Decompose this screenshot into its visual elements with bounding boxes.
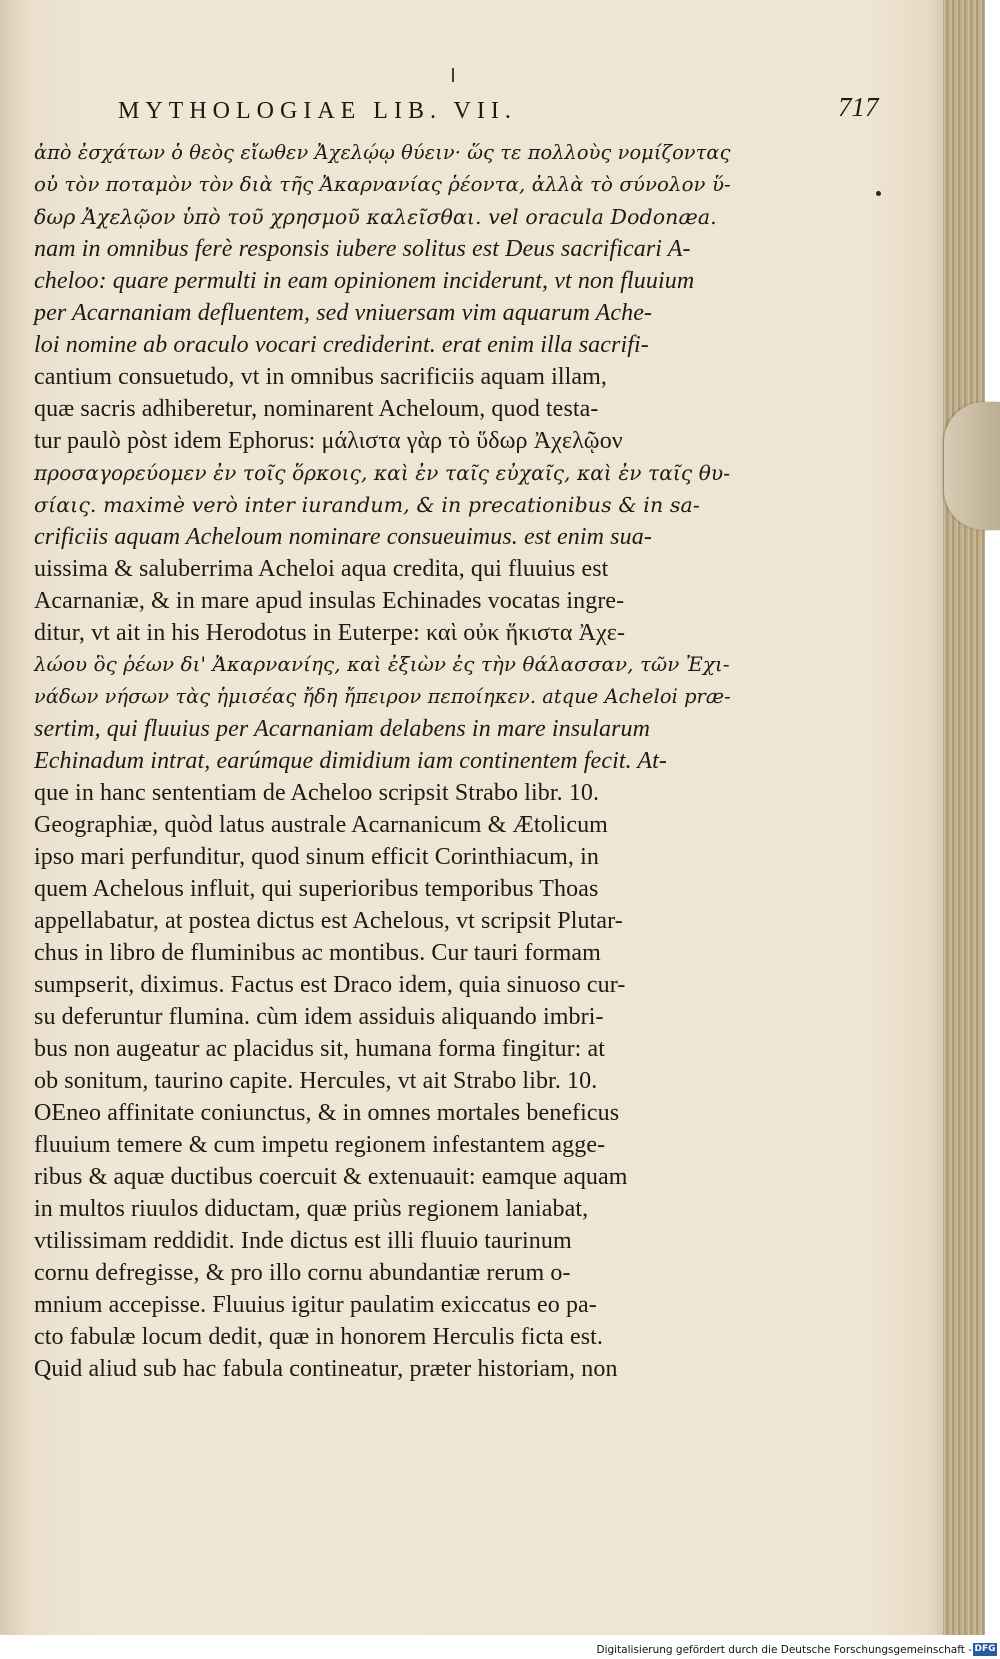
page-clip	[944, 402, 1000, 530]
text-line: per Acarnaniam defluentem, sed vniuersam vim aquarum Ache-	[34, 300, 653, 326]
text-line: crificiis aquam Acheloum nominare consueuimus. est enim sua-	[34, 524, 652, 550]
text-line: loi nomine ab oraculo vocari crediderint. erat enim illa sacrifi-	[34, 332, 649, 358]
text-line: bus non augeatur ac placidus sit, humana forma fingitur: at	[34, 1036, 606, 1062]
body-text	[34, 137, 734, 1385]
ink-dot	[876, 191, 881, 196]
text-line: uissima & saluberrima Acheloi aqua credita, qui fluuius est	[34, 556, 609, 582]
text-line: appellabatur, at postea dictus est Achelous, vt scripsit Plutar-	[34, 908, 623, 934]
text-line: su deferuntur flumina. cùm idem assiduis aliquando imbri-	[34, 1004, 604, 1030]
text-line: ribus & aquæ ductibus coercuit & extenuauit: eamque aquam	[34, 1164, 628, 1190]
page-fore-edge	[943, 0, 985, 1635]
text-line: cornu defregisse, & pro illo cornu abundantiæ rerum o-	[34, 1260, 571, 1286]
text-line: cheloo: quare permulti in eam opinionem inciderunt, vt non fluuium	[34, 268, 695, 294]
printer-mark	[452, 68, 454, 82]
text-line: sumpserit, diximus. Factus est Draco idem, quia sinuoso cur-	[34, 972, 626, 998]
text-line: Geographiæ, quòd latus australe Acarnanicum & Ætolicum	[34, 812, 608, 838]
digitization-credit: Digitalisierung gefördert durch die Deutsche Forschungsgemeinschaft -	[596, 1644, 972, 1656]
text-line: fluuium temere & cum impetu regionem infestantem agge-	[34, 1132, 606, 1158]
text-line: δωρ Ἀχελῷον ὑπὸ τοῦ χρησμοῦ καλεῖσθαι. vel oracula Dodonæa.	[34, 205, 717, 229]
text-line: in multos riuulos diductam, quæ priùs regionem laniabat,	[34, 1196, 589, 1222]
text-line: OEneo affinitate coniunctus, & in omnes mortales beneficus	[34, 1100, 620, 1126]
running-head: MYTHOLOGIAE LIB. VII.	[118, 98, 517, 124]
page-number: 717	[838, 92, 879, 122]
dfg-logo: DFG	[974, 1644, 996, 1654]
text-line: quem Achelous influit, qui superioribus temporibus Thoas	[34, 876, 599, 902]
text-line: λώου ὃς ῥέων δι' Ἀκαρνανίης, καὶ ἐξιὼν ἐς τὴν θάλασσαν, τῶν Ἐχι-	[34, 653, 730, 676]
text-line: ob sonitum, taurino capite. Hercules, vt ait Strabo libr. 10.	[34, 1068, 598, 1094]
text-line: nam in omnibus ferè responsis iubere solitus est Deus sacrificari A-	[34, 236, 691, 262]
text-line: sertim, qui fluuius per Acarnaniam delabens in mare insularum	[34, 716, 651, 742]
text-line: quæ sacris adhiberetur, nominarent Acheloum, quod testa-	[34, 396, 599, 422]
text-line: Acarnaniæ, & in mare apud insulas Echinades vocatas ingre-	[34, 588, 625, 614]
text-line: ditur, vt ait in his Herodotus in Euterpe: καὶ οὐκ ἥκιστα Ἀχε-	[34, 620, 626, 646]
text-line: ipso mari perfunditur, quod sinum efficit Corinthiacum, in	[34, 844, 599, 870]
text-line: chus in libro de fluminibus ac montibus. Cur tauri formam	[34, 940, 601, 966]
text-line: tur paulò pòst idem Ephorus: μάλιστα γὰρ τὸ ὕδωρ Ἀχελῷον	[34, 428, 623, 454]
text-line: mnium accepisse. Fluuius igitur paulatim exiccatus eo pa-	[34, 1292, 597, 1318]
text-line: Quid aliud sub hac fabula contineatur, præter historiam, non	[34, 1356, 618, 1382]
text-line: νάδων νήσων τὰς ἡμισέας ἤδη ἤπειρον πεποίηκεν. atque Acheloi præ-	[34, 685, 731, 708]
text-line: οὐ τὸν ποταμὸν τὸν διὰ τῆς Ἀκαρνανίας ῥέοντα, ἀλλὰ τὸ σύνολον ὕ-	[34, 173, 731, 196]
text-line: σίαις. maximè verò inter iurandum, & in precationibus & in sa-	[34, 493, 700, 517]
text-line: vtilissimam reddidit. Inde dictus est illi fluuio taurinum	[34, 1228, 572, 1254]
text-line: que in hanc sententiam de Acheloo scripsit Strabo libr. 10.	[34, 780, 600, 806]
text-line: προσαγορεύομεν ἐν τοῖς ὅρκοις, καὶ ἐν ταῖς εὐχαῖς, καὶ ἐν ταῖς θυ-	[34, 461, 731, 485]
text-line: cto fabulæ locum dedit, quæ in honorem Herculis ficta est.	[34, 1324, 604, 1350]
text-line: Echinadum intrat, earúmque dimidium iam continentem fecit. At-	[34, 748, 667, 774]
text-line: cantium consuetudo, vt in omnibus sacrificiis aquam illam,	[34, 364, 608, 390]
text-line: ἀπὸ ἐσχάτων ὁ θεὸς εἴωθεν Ἀχελῴῳ θύειν· ὥς τε πολλοὺς νομίζοντας	[34, 141, 731, 164]
